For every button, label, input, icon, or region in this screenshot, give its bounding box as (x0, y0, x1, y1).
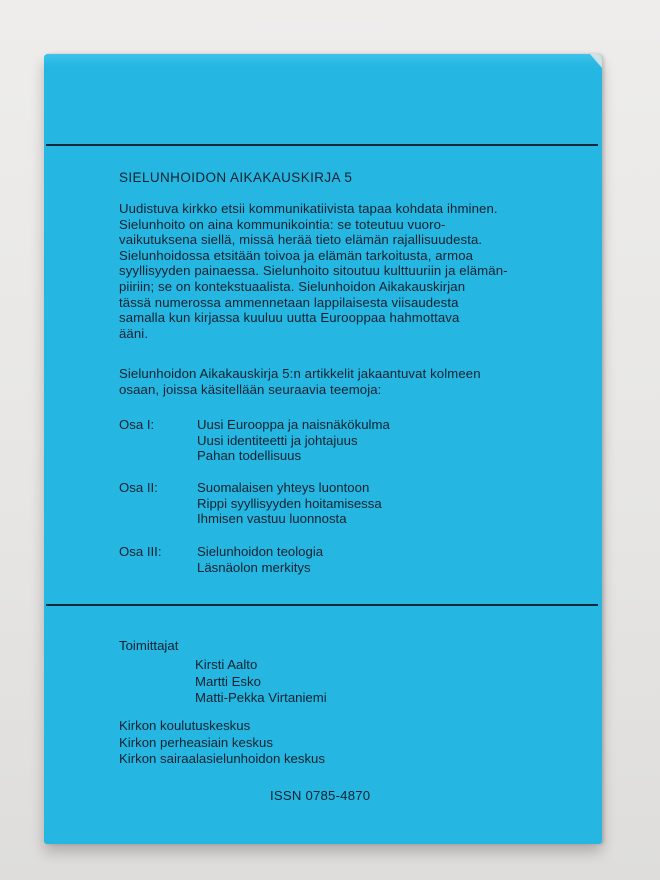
intro-paragraph (119, 201, 508, 341)
editors-label: Toimittajat (119, 638, 179, 653)
list-item: Pahan todellisuus (197, 448, 302, 464)
contents-lead-paragraph (119, 366, 481, 397)
section-items (197, 544, 323, 575)
top-divider-line (46, 144, 598, 146)
section-items (197, 480, 382, 527)
editor-name: Kirsti Aalto (195, 657, 258, 672)
contents-sections (119, 417, 519, 607)
list-item: Uusi Eurooppa ja naisnäkökulma (197, 417, 390, 432)
section-label: Osa III: (119, 544, 162, 559)
editor-name: Martti Esko (195, 673, 261, 689)
section-osa-1 (119, 417, 519, 480)
lead-line: osaan, joissa käsitellään seuraavia teemoja: (119, 381, 382, 397)
list-item: Läsnäolon merkitys (197, 559, 311, 575)
publisher-name: Kirkon perheasiain keskus (119, 734, 273, 750)
cover-top-edge (44, 54, 602, 66)
section-label: Osa I: (119, 417, 155, 432)
journal-title: SIELUNHOIDON AIKAKAUSKIRJA 5 (119, 170, 353, 185)
intro-line: piiriin; se on kontekstuaalista. Sielunhoidon Aikakauskirjan (119, 278, 466, 294)
editors-list (195, 657, 327, 707)
middle-divider-line (46, 604, 598, 606)
book-back-cover (44, 54, 602, 844)
intro-line: tässä numerossa ammennetaan lappilaisesta viisaudesta (119, 294, 459, 310)
list-item: Ihmisen vastuu luonnosta (197, 511, 347, 527)
publisher-name: Kirkon sairaalasielunhoidon keskus (119, 751, 325, 767)
intro-line: syyllisyyden painaessa. Sielunhoito sitoutuu kulttuuriin ja elämän- (119, 263, 508, 279)
section-label: Osa II: (119, 480, 158, 495)
intro-line: ääni. (119, 325, 149, 341)
intro-line: Sielunhoito on aina kommunikointia: se toteutuu vuoro- (119, 216, 446, 232)
intro-line: samalla kun kirjassa kuuluu uutta Eurooppaa hahmottava (119, 310, 460, 326)
intro-line: Sielunhoidossa etsitään toivoa ja elämän tarkoitusta, armoa (119, 247, 474, 263)
section-osa-3 (119, 544, 519, 607)
section-items (197, 417, 390, 464)
issn-number: ISSN 0785-4870 (270, 788, 371, 803)
publishers-list (119, 718, 325, 768)
list-item: Uusi identiteetti ja johtajuus (197, 432, 358, 448)
section-osa-2 (119, 480, 519, 544)
lead-line: Sielunhoidon Aikakauskirja 5:n artikkelit jakaantuvat kolmeen (119, 366, 481, 381)
list-item: Sielunhoidon teologia (197, 544, 324, 559)
list-item: Suomalaisen yhteys luontoon (197, 480, 370, 495)
intro-line: vaikutuksena siellä, missä herää tieto elämän rajallisuudesta. (119, 232, 483, 248)
intro-line: Uudistuva kirkko etsii kommunikatiivista tapaa kohdata ihminen. (119, 201, 498, 216)
editor-name: Matti-Pekka Virtaniemi (195, 690, 327, 705)
list-item: Rippi syyllisyyden hoitamisessa (197, 495, 382, 511)
publisher-name: Kirkon koulutuskeskus (119, 718, 251, 733)
